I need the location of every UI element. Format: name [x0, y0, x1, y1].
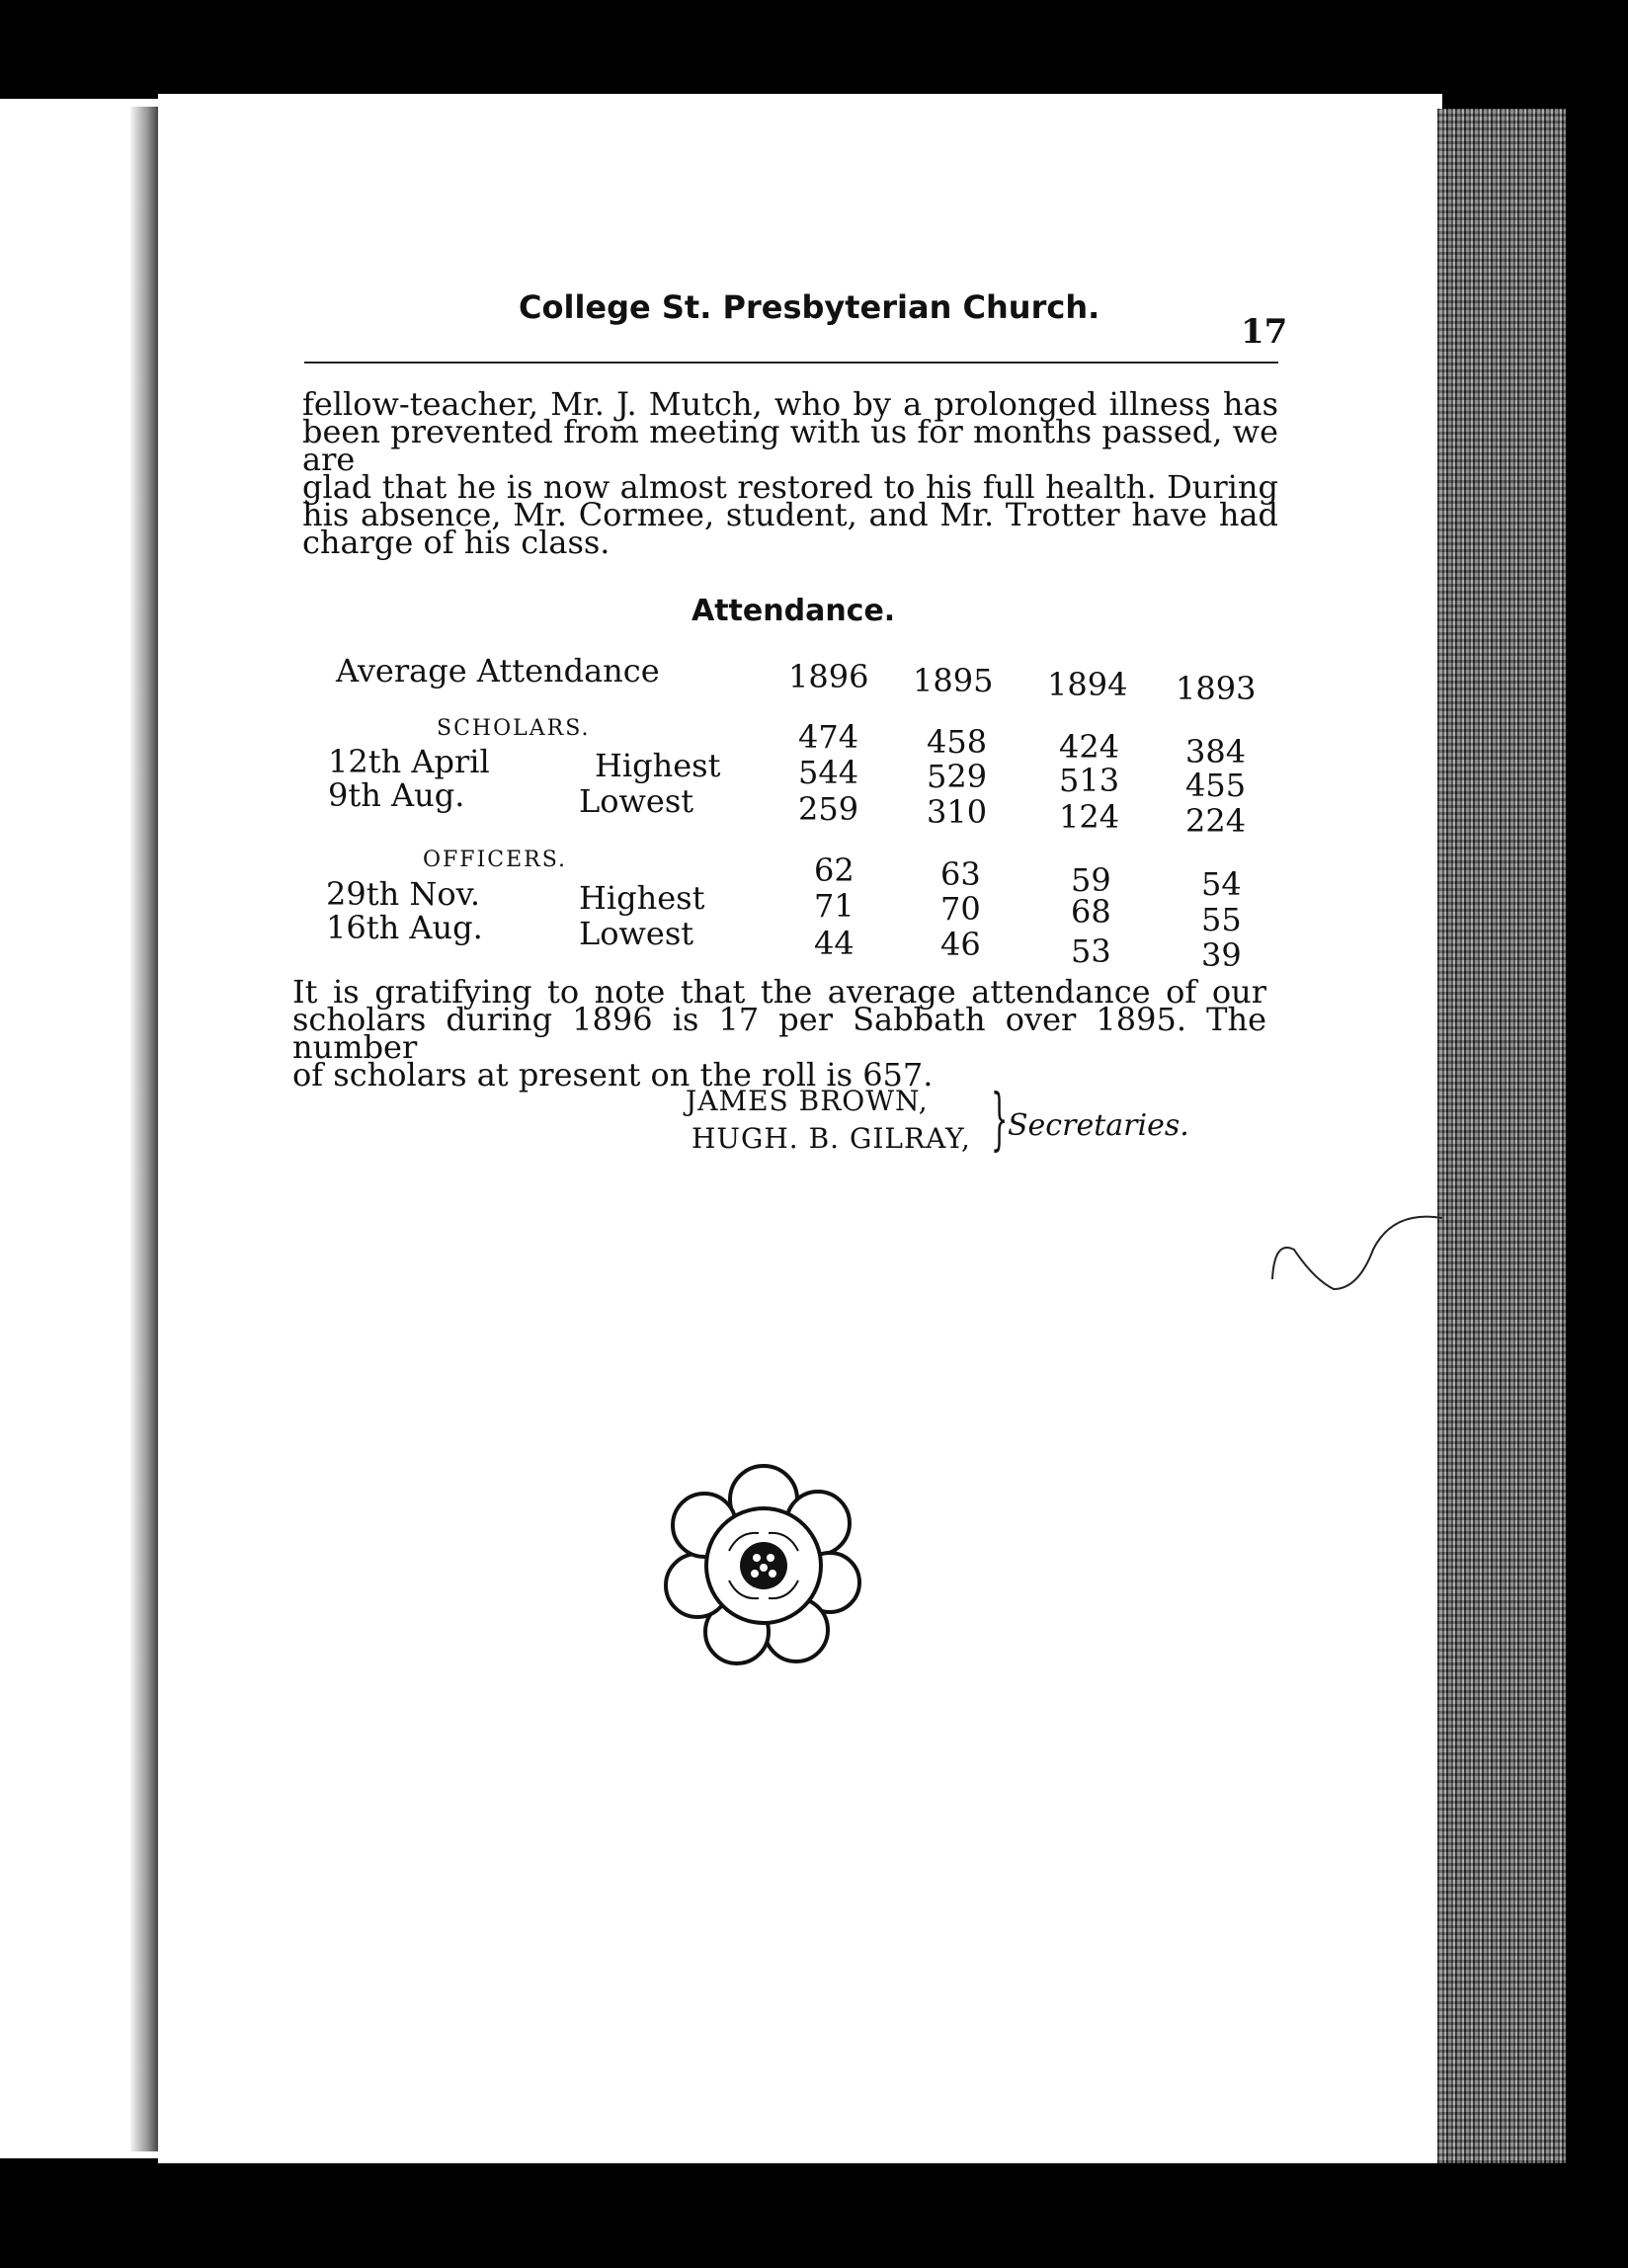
scholars-highest-label: Highest [595, 747, 721, 784]
year-header: 1896 [788, 658, 869, 695]
closing-paragraph [292, 973, 1266, 1094]
officers-lowest: 53 [1071, 932, 1111, 970]
scholars-lowest: 310 [927, 793, 988, 831]
header-rule [304, 362, 1278, 364]
officers-highest: 71 [814, 887, 855, 925]
officers-lowest: 44 [814, 925, 855, 962]
running-title: College St. Presbyterian Church. [519, 288, 1100, 326]
page-number: 17 [1241, 312, 1288, 352]
body-line: fellow-teacher, Mr. J. Mutch, who by a prolonged illness has [302, 385, 1278, 423]
year-header: 1894 [1047, 666, 1128, 703]
scholars-lowest-date: 9th Aug. [328, 776, 465, 814]
year-header: 1895 [913, 662, 994, 699]
signatory-name: JAMES BROWN, [686, 1085, 929, 1117]
table-header-label: Average Attendance [336, 652, 660, 689]
scholars-highest: 544 [798, 754, 859, 791]
scholars-average: 424 [1059, 728, 1120, 766]
scholars-average: 384 [1185, 733, 1247, 770]
officers-average: 59 [1071, 861, 1111, 899]
scholars-label: SCHOLARS. [437, 716, 591, 741]
officers-lowest: 39 [1201, 936, 1242, 974]
scholars-highest: 455 [1185, 767, 1247, 804]
attendance-title: Attendance. [692, 594, 896, 628]
officers-highest: 68 [1071, 893, 1111, 931]
scholars-lowest-label: Lowest [579, 782, 694, 820]
body-line: been prevented from meeting with us for months passed, we are [302, 413, 1278, 478]
note-line: It is gratifying to note that the average attendance of our [292, 973, 1266, 1011]
year-header: 1893 [1176, 670, 1257, 707]
page-edges [1437, 109, 1566, 2163]
scholars-average: 474 [798, 718, 859, 756]
officers-highest: 70 [940, 890, 981, 928]
scholars-lowest: 259 [798, 790, 859, 828]
officers-lowest-label: Lowest [579, 915, 694, 952]
scholars-average: 458 [927, 723, 988, 761]
officers-label: OFFICERS. [423, 848, 567, 872]
signatory-role: Secretaries. [1008, 1108, 1189, 1143]
flower-ornament-icon [660, 1462, 867, 1669]
signatory-name: HUGH. B. GILRAY, [692, 1122, 971, 1155]
scholars-highest: 529 [927, 758, 988, 795]
scholars-lowest: 224 [1185, 802, 1247, 840]
officers-average: 54 [1201, 865, 1242, 903]
body-line: glad that he is now almost restored to his full health. During [302, 468, 1278, 506]
body-paragraph [302, 385, 1278, 561]
pencil-scribble [1264, 1190, 1462, 1299]
scholars-highest: 513 [1059, 762, 1120, 799]
brace-glyph: } [990, 1081, 1009, 1159]
officers-highest-date: 29th Nov. [326, 875, 481, 913]
officers-lowest: 46 [940, 926, 981, 963]
officers-highest: 55 [1201, 901, 1242, 938]
officers-average: 63 [940, 855, 981, 893]
officers-average: 62 [814, 851, 855, 889]
note-line: scholars during 1896 is 17 per Sabbath over 1895. The number [292, 1001, 1266, 1066]
note-line: of scholars at present on the roll is 657. [292, 1056, 934, 1094]
body-line: his absence, Mr. Cormee, student, and Mr. Trotter have had [302, 496, 1278, 533]
officers-highest-label: Highest [579, 879, 705, 917]
officers-lowest-date: 16th Aug. [326, 909, 483, 946]
scholars-highest-date: 12th April [328, 743, 490, 780]
scholars-lowest: 124 [1059, 798, 1120, 836]
book-gutter [130, 107, 158, 2151]
body-line: charge of his class. [302, 524, 610, 561]
